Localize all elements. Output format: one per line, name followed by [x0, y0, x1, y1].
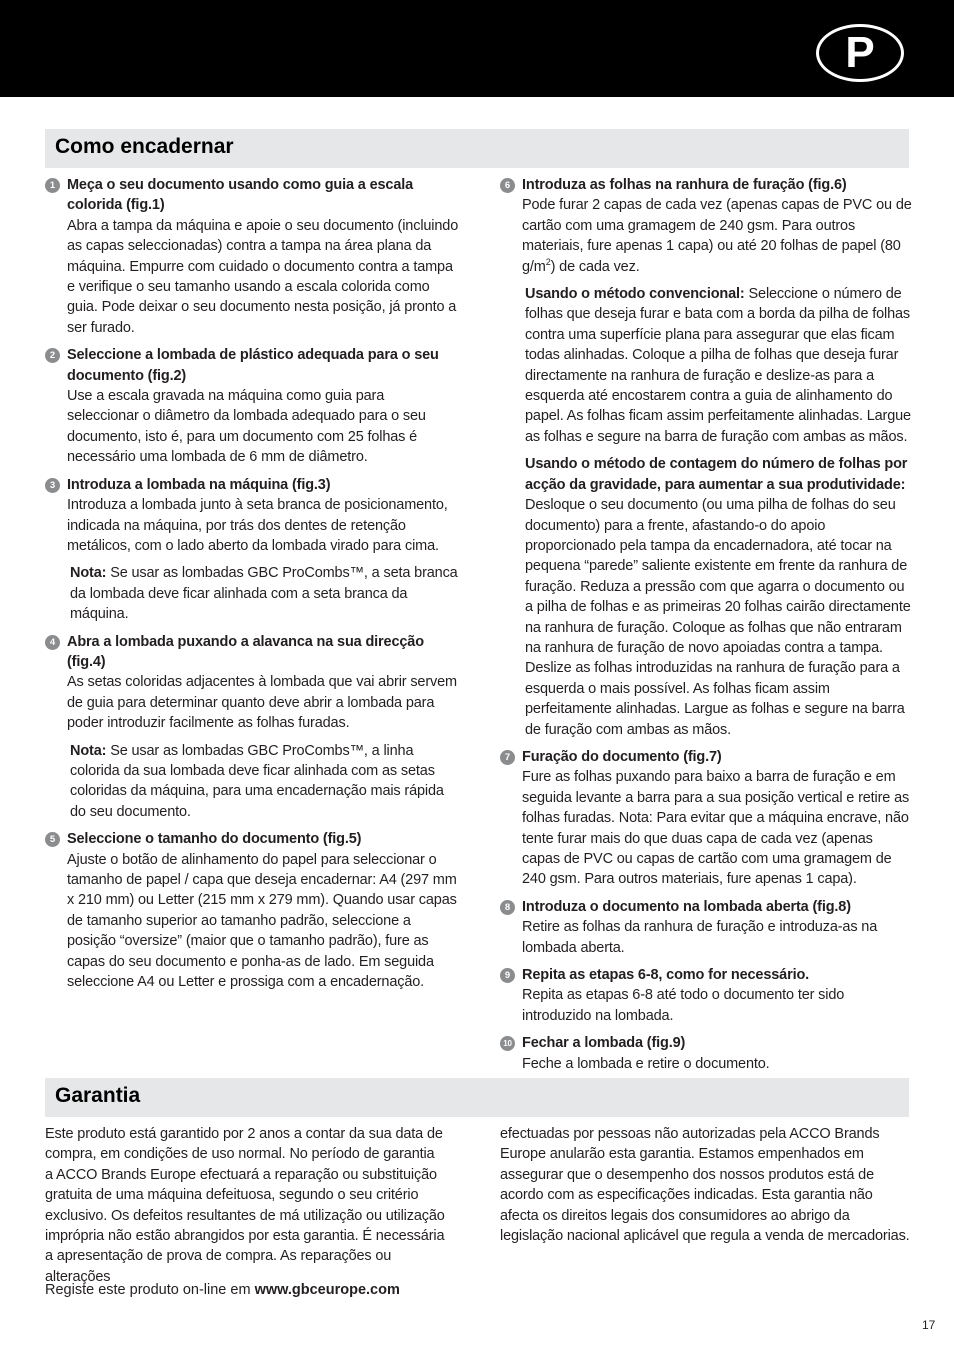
step-body-text: Pode furar 2 capas de cada vez (apenas capas de PVC ou de cartão com uma gramagem de 240 gsm. Para outros materiais, fure apenas 1 capa) ou até 20 folhas de papel (80 g/m	[522, 197, 912, 275]
method-body: Seleccione o número de folhas que deseja furar e bata com a borda da pilha de folhas contra uma superfície plana para assegurar que elas ficam todas alinhadas. Coloque a pilha de folhas que deseja furar directamente na ranhura de furação e deslize-as para a esquerda até encostarem contra a guia de alinhamento do papel. As folhas ficam assim perfeitamente alinhadas. Largue as folhas e segure na barra de furação com ambas as mãos.	[525, 286, 911, 445]
step-body: Feche a lombada e retire o documento.	[522, 1055, 770, 1072]
step-title: Furação do documento (fig.7)	[522, 748, 722, 765]
step-4-note	[70, 741, 459, 823]
note-label: Nota:	[70, 742, 107, 759]
step-10	[500, 1033, 912, 1074]
note-text: Se usar as lombadas GBC ProCombs™, a linha colorida da sua lombada deve ficar alinhada com as setas coloridas da máquina, para uma encadernação mais rápida do seu documento.	[70, 742, 444, 820]
step-body	[522, 195, 912, 277]
step-title: Abra a lombada puxando a alavanca na sua direcção (fig.4)	[67, 633, 424, 670]
step-title: Introduza as folhas na ranhura de furação (fig.6)	[522, 177, 847, 193]
binding-section-title: Como encadernar	[55, 135, 234, 158]
step-title: Meça o seu documento usando como guia a escala colorida (fig.1)	[67, 177, 414, 214]
register-link[interactable]: www.gbceurope.com	[254, 1282, 400, 1298]
step-8	[500, 897, 912, 958]
step-body: Use a escala gravada na máquina como guia para seleccionar o diâmetro da lombada adequado para o seu documento, isto é, para um documento com 25 folhas é necessário uma lombada de 6 mm de diâmetro.	[67, 388, 426, 466]
step-title: Repita as etapas 6-8, como for necessário.	[522, 967, 810, 984]
warranty-left-text: Este produto está garantido por 2 anos a contar da sua data de compra, em condições de uso normal. No período de garantia a ACCO Brands Europe efectuará a reparação ou substituição gratuita de uma máquina defeituosa, segundo o seu critério exclusivo. Os defeitos resultantes de má utilização ou utilização imprópria não estão abrangidos por esta garantia. É necessária a apresentação de prova de compra. As reparações ou alterações	[45, 1126, 445, 1285]
step-7	[500, 747, 912, 890]
step-1	[45, 175, 459, 338]
step-5	[45, 829, 459, 992]
step-title: Introduza a lombada na máquina (fig.3)	[67, 476, 331, 493]
note-text: Se usar as lombadas GBC ProCombs™, a seta branca da lombada deve ficar alinhada com a seta branca da máquina.	[70, 565, 458, 623]
step-body: Fure as folhas puxando para baixo a barra de furação e em seguida levante a barra para a sua posição vertical e retire as folhas furadas. Nota: Para evitar que a máquina encrave, não tente furar mais do que duas capa de cada vez (apenas capas de PVC ou capas de cartão com uma gramagem de 240 gsm. Para outros materiais, fure apenas 1 capa).	[522, 769, 910, 888]
step-3-note	[70, 563, 459, 624]
step-title: Seleccione o tamanho do documento (fig.5)	[67, 831, 362, 848]
step-title: Introduza o documento na lombada aberta (fig.8)	[522, 898, 851, 915]
step-title: Seleccione a lombada de plástico adequada para o seu documento (fig.2)	[67, 347, 439, 384]
binding-left-column	[45, 175, 459, 999]
gravity-method	[525, 454, 912, 740]
step-9	[500, 965, 912, 1026]
step-body: As setas coloridas adjacentes à lombada que vai abrir servem de guia para determinar quanto deve abrir a lombada para poder introduzir facilmente as folhas furadas.	[67, 674, 457, 732]
step-number-badge: 7	[500, 750, 515, 765]
binding-section-header	[45, 129, 909, 168]
method-title: Usando o método convencional:	[525, 286, 745, 303]
step-6	[500, 175, 912, 277]
step-body: Ajuste o botão de alinhamento do papel para seleccionar o tamanho de papel / capa que deseja encadernar: A4 (297 mm x 210 mm) ou Letter (215 mm x 279 mm). Quando usar capas de tamanho superior ao tamanho padrão, seleccione a posição “oversize” (maior que o tamanho padrão), fure as capas do seu documento e ponha-as de lado. Em seguida seleccione A4 ou Letter e prossiga com a encadernação.	[67, 851, 457, 991]
step-number-badge: 6	[500, 178, 515, 193]
language-badge: P	[816, 24, 904, 82]
conventional-method	[525, 284, 912, 447]
warranty-right-text: efectuadas por pessoas não autorizadas pela ACCO Brands Europe anularão esta garantia. Estamos empenhados em assegurar que o desempenho dos nossos produtos está de acordo com as especificações indicadas. Esta garantia não afecta os direitos legais dos consumidores ao abrigo da legislação nacional aplicável que regula a venda de mercadorias.	[500, 1126, 910, 1245]
step-number-badge: 4	[45, 635, 60, 650]
step-3	[45, 475, 459, 557]
step-body: Retire as folhas da ranhura de furação e introduza-as na lombada aberta.	[522, 919, 878, 956]
step-number-badge: 10	[500, 1036, 515, 1051]
register-text: Registe este produto on-line em	[45, 1282, 255, 1298]
step-body: Abra a tampa da máquina e apoie o seu documento (incluindo as capas seleccionadas) contra a tampa na área plana da máquina. Empurre com cuidado o documento contra a tampa e verifique o seu tamanho usando a escala colorida como guia. Pode deixar o seu documento nesta posição, já pronto a ser furado.	[67, 217, 459, 336]
warranty-section-title: Garantia	[55, 1084, 141, 1107]
step-4	[45, 632, 459, 734]
page-number: 17	[922, 1318, 936, 1332]
step-body: Repita as etapas 6-8 até todo o documento ter sido introduzido na lombada.	[522, 987, 845, 1024]
step-number-badge: 8	[500, 900, 515, 915]
method-body: Desloque o seu documento (ou uma pilha de folhas do seu documento) para a frente, afastando-o do apoio proporcionado pela tampa da encadernadora, até tocar na pequena “parede” saliente existente em frente da ranhura de furação. Reduza a pressão com que agarra o documento ou a pilha de folhas e as primeiras 20 folhas cairão directamente na ranhura de furação. Coloque as folhas que não entraram na ranhura de furação de novo apoiadas contra a tampa. Deslize as folhas introduzidas na ranhura de furação para a esquerda o mais possível. As folhas ficam assim perfeitamente alinhadas. Largue as folhas e segure na barra de furação com ambas as mãos.	[525, 497, 911, 738]
step-title: Fechar a lombada (fig.9)	[522, 1035, 686, 1052]
step-body-text: ) de cada vez.	[550, 258, 640, 275]
step-2	[45, 345, 459, 467]
method-title: Usando o método de contagem do número de folhas por acção da gravidade, para aumentar a sua produtividade:	[525, 456, 908, 493]
superscript: 2	[545, 256, 551, 267]
warranty-section-header	[45, 1078, 909, 1117]
step-body: Introduza a lombada junto à seta branca de posicionamento, indicada na máquina, por trás dos dentes de retenção metálicos, com o lado aberto da lombada virado para cima.	[67, 497, 448, 554]
step-number-badge: 1	[45, 178, 60, 193]
header-bar	[0, 0, 954, 97]
step-number-badge: 3	[45, 478, 60, 493]
binding-right-column	[500, 175, 912, 1081]
step-number-badge: 2	[45, 348, 60, 363]
step-number-badge: 5	[45, 832, 60, 847]
step-number-badge: 9	[500, 968, 515, 983]
register-line	[45, 1280, 400, 1300]
note-label: Nota:	[70, 565, 107, 582]
